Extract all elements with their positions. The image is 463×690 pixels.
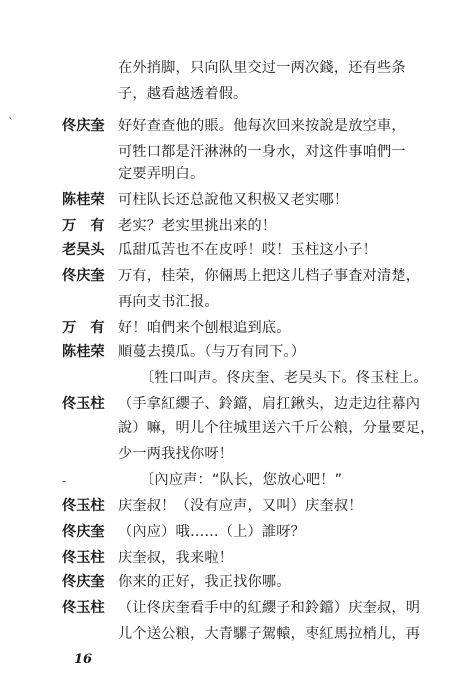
dialogue-line: 儿个送公粮，大青騾子駕轅，枣紅馬拉梢儿，再 (118, 626, 421, 642)
margin-mark: ˋ (8, 116, 14, 130)
page-number: 16 (74, 652, 93, 667)
speaker-name: 佟玉柱 (62, 396, 105, 412)
speaker-name: 佟玉柱 (62, 550, 105, 566)
dialogue-line: 子，越看越透着假。 (118, 86, 248, 102)
dialogue-line: 好！咱們来个刨根追到底。 (118, 320, 291, 336)
dialogue-line: 順蔓去摸瓜。（与万有同下。） (118, 344, 306, 360)
margin-mark: - (62, 474, 67, 488)
dialogue-line: 可牲口都是汗淋淋的一身水，对这件事咱們一 (118, 144, 406, 160)
speaker-name: 佟庆奎 (62, 524, 105, 540)
dialogue-line: 好好查查他的賬。他每次回来按說是放空車， (118, 118, 406, 134)
dialogue-line: 你来的正好，我正找你哪。 (118, 574, 291, 590)
speaker-name: 佟玉柱 (62, 498, 105, 514)
speaker-name: 万 有 (62, 218, 105, 234)
dialogue-line: 說）嘛，明儿个往城里送六千斤公粮，分量要足， (118, 420, 435, 436)
dialogue-line: 再向支书汇报。 (118, 294, 219, 310)
speaker-name: 佟庆奎 (62, 268, 105, 284)
dialogue-line: 庆奎叔！（没有应声，又叫）庆奎叔！ (118, 498, 363, 514)
speaker-name: 佟庆奎 (62, 574, 105, 590)
dialogue-line: 庆奎叔，我来啦！ (118, 550, 234, 566)
dialogue-line: 少一两我找你呀！ (118, 446, 234, 462)
speaker-name: 佟庆奎 (62, 118, 105, 134)
dialogue-line: 老实？老实里挑出来的！ (118, 218, 277, 234)
speaker-name: 老吴头 (62, 242, 105, 258)
dialogue-line: （內应）哦……（上）誰呀？ (118, 524, 306, 540)
dialogue-line: （手拿紅纓子、鈴鐺，肩扛鍬头，边走边往幕內 (118, 396, 421, 412)
dialogue-line: 可柱队长还总說他又积极又老实哪！ (118, 192, 349, 208)
stage-direction: 〔牲口叫声。佟庆奎、老吴头下。佟玉柱上。 (140, 370, 428, 386)
dialogue-line: 在外捎脚，只向队里交过一两次錢，还有些条 (118, 60, 406, 76)
dialogue-line: 瓜甜瓜苦也不在皮呼！哎！玉柱这小子！ (118, 242, 377, 258)
speaker-name: 陈桂荣 (62, 192, 105, 208)
speaker-name: 陈桂荣 (62, 344, 105, 360)
dialogue-line: 定要弄明白。 (118, 166, 205, 182)
stage-direction: 〔內应声：“队长，您放心吧！” (140, 472, 343, 488)
dialogue-line: 万有，桂荣，你倆馬上把这儿档子事査对清楚， (118, 268, 421, 284)
speaker-name: 万 有 (62, 320, 105, 336)
speaker-name: 佟玉柱 (62, 600, 105, 616)
dialogue-line: （让佟庆奎看手中的紅纓子和鈴鐺）庆奎叔，明 (118, 600, 421, 616)
